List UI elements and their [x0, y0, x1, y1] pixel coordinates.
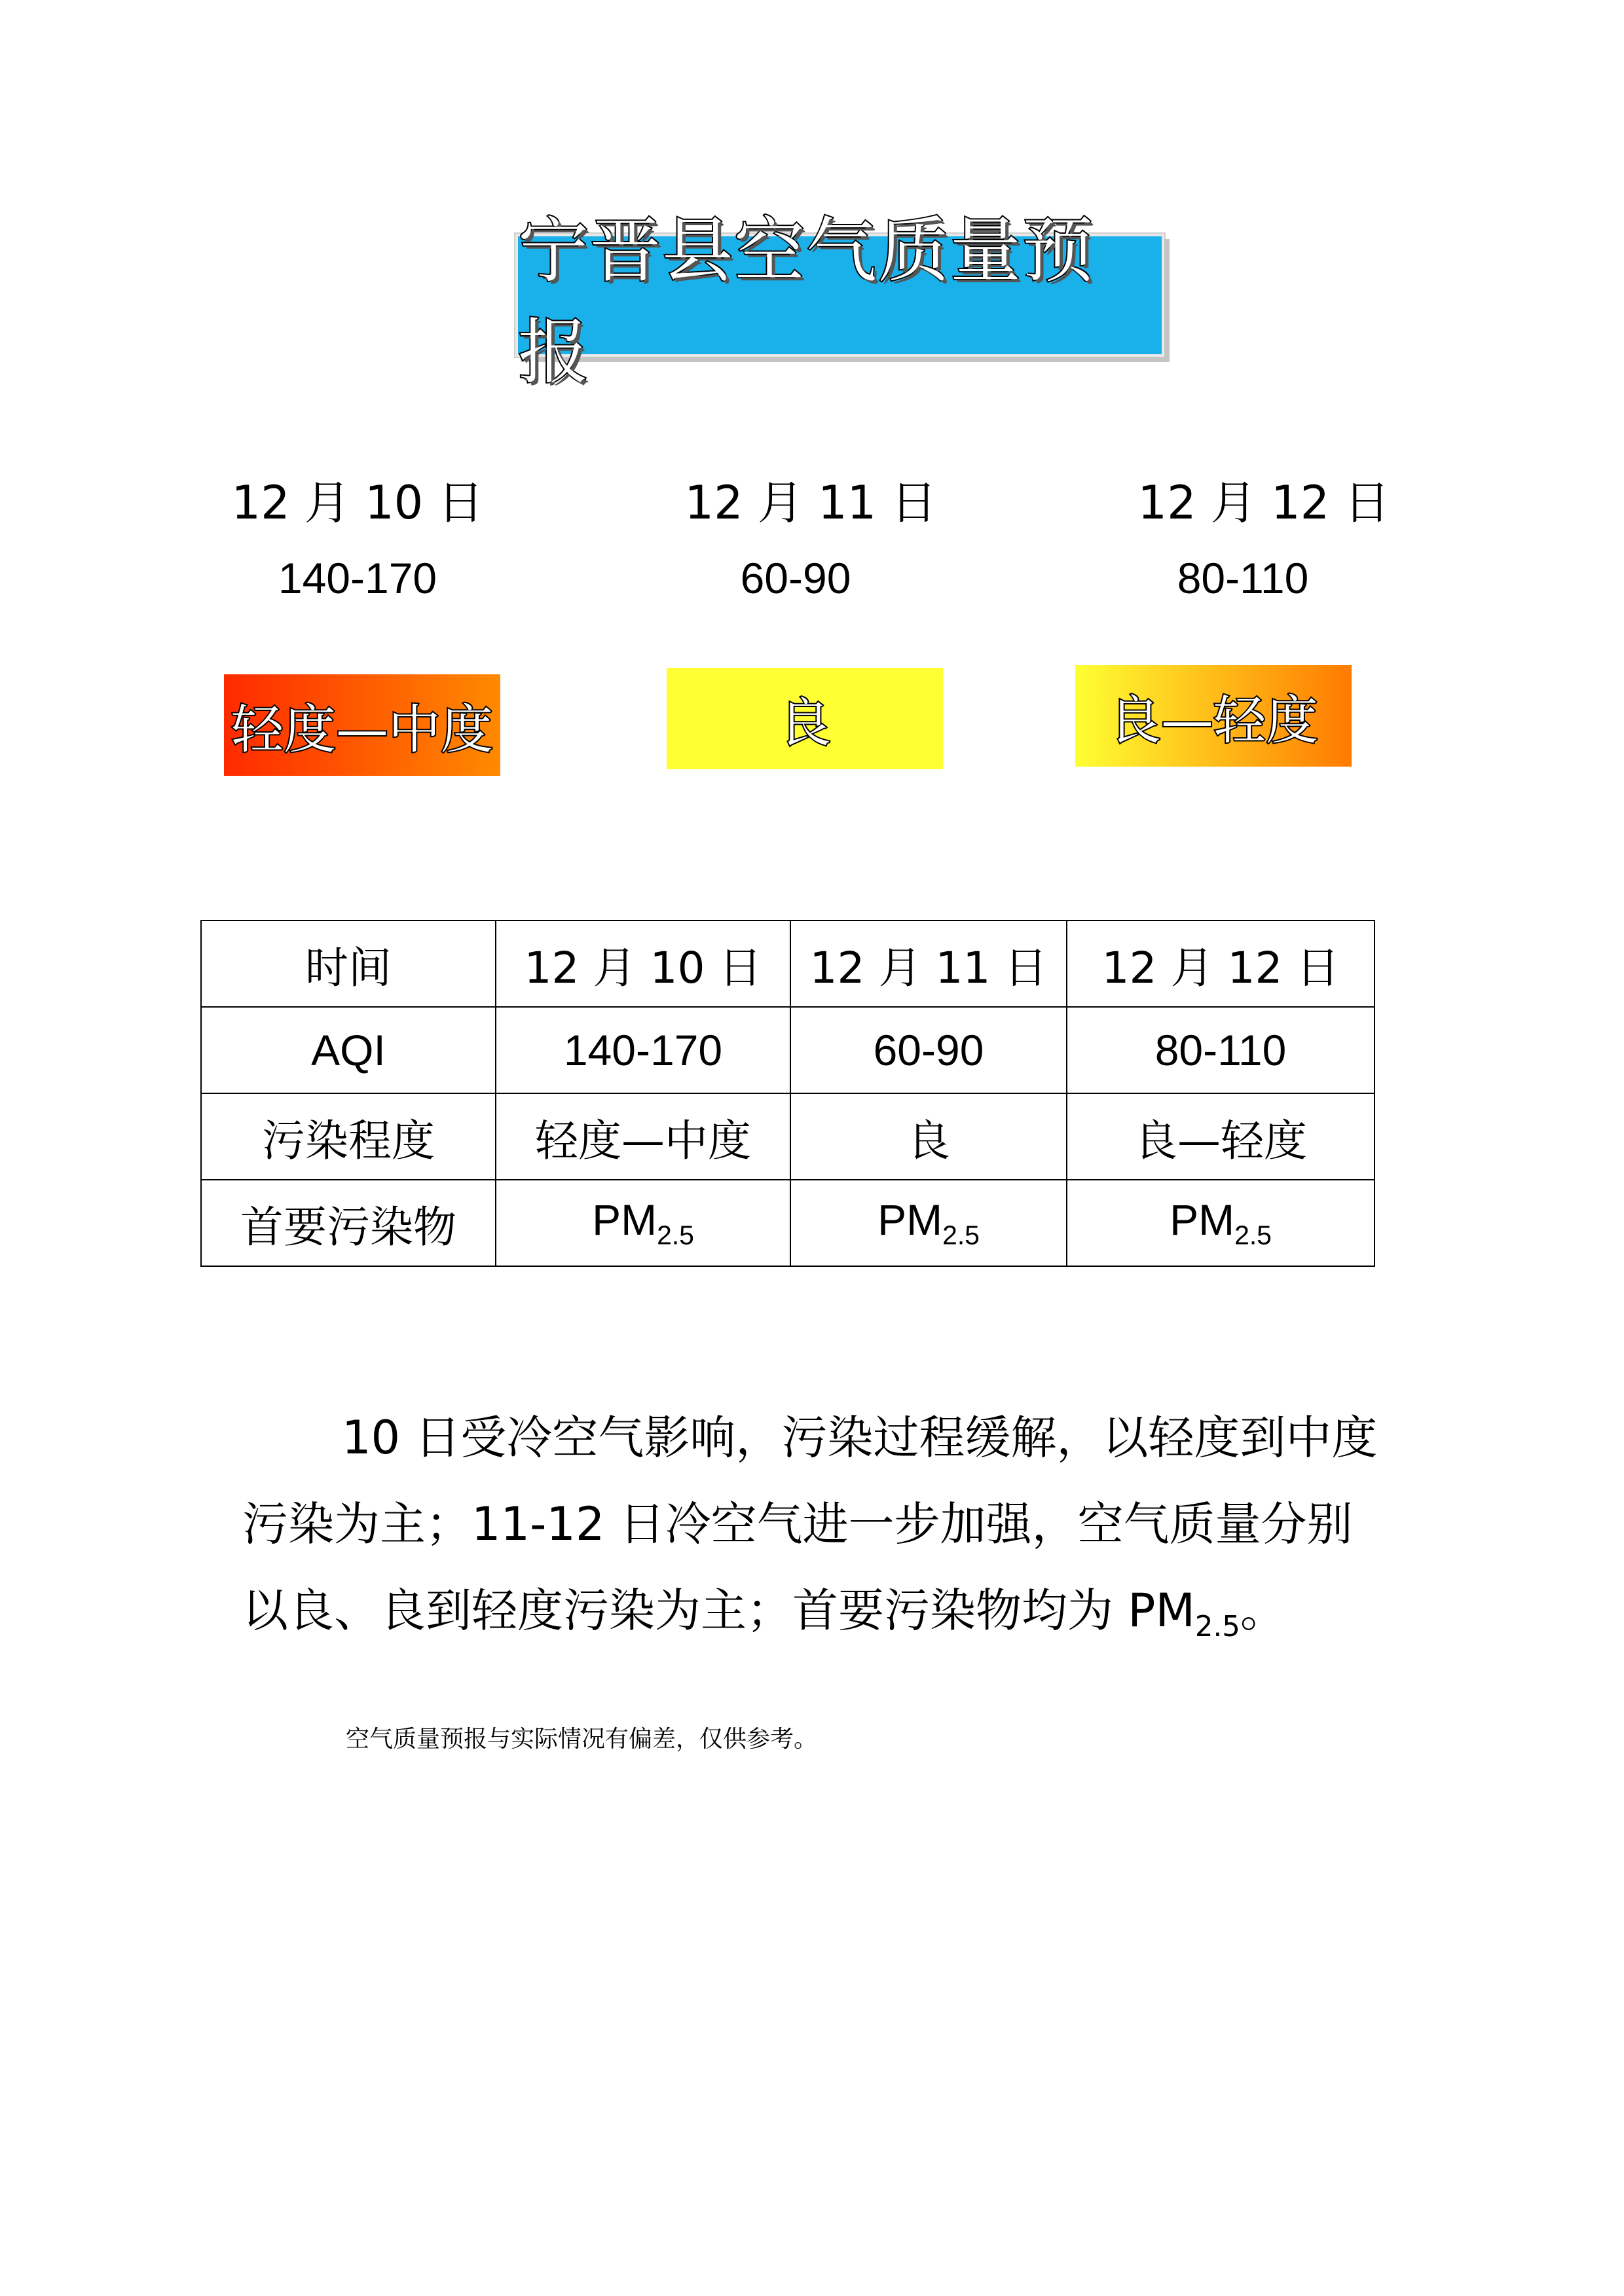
- day-1-aqi: 140-170: [278, 554, 437, 602]
- forecast-table: [200, 920, 1375, 1267]
- table-row-aqi: [201, 1007, 1375, 1093]
- pollutant-sub: 2.5: [1234, 1220, 1272, 1250]
- day-2-date: 12 月 11 日: [684, 476, 937, 530]
- day-3-level-badge: [1075, 665, 1352, 767]
- day-3-date: 12 月 12 日: [1137, 476, 1390, 530]
- summary-text: 10 日受冷空气影响，污染过程缓解，以轻度到中度污染为主；11-12 日冷空气进一步加强，空气质量分别以良、良到轻度污染为主；首要污染物均为 PM: [242, 1411, 1378, 1637]
- table-row-date: [201, 920, 1375, 1007]
- day-3-aqi: 80-110: [1177, 554, 1309, 602]
- cell-level-2: 良: [790, 1093, 1067, 1180]
- row-header-time: 时间: [201, 920, 496, 1007]
- table-row-level: [201, 1093, 1375, 1180]
- summary-end: 。: [1240, 1584, 1286, 1637]
- pollutant-main: PM: [877, 1195, 943, 1245]
- day-2-level-label: 良: [779, 693, 831, 754]
- page-title: 宁晋县空气质量预报: [518, 210, 1095, 393]
- cell-pollutant-1: [496, 1180, 790, 1266]
- cell-date-3: 12 月 12 日: [1067, 920, 1375, 1007]
- pollutant-main: PM: [592, 1195, 657, 1245]
- day-3-level-label: 良—轻度: [1109, 690, 1318, 751]
- cell-date-2: 12 月 11 日: [790, 920, 1067, 1007]
- cell-level-1: 轻度—中度: [496, 1093, 790, 1180]
- row-header-pollutant: 首要污染物: [201, 1180, 496, 1266]
- pollutant-sub: 2.5: [942, 1220, 980, 1250]
- pollutant-sub: 2.5: [657, 1220, 694, 1250]
- forecast-title-banner: [515, 210, 1164, 393]
- cell-level-3: 良—轻度: [1067, 1093, 1375, 1180]
- cell-aqi-3: 80-110: [1067, 1007, 1375, 1093]
- day-1-date: 12 月 10 日: [231, 476, 484, 530]
- day-2-level-badge: [667, 668, 943, 769]
- cell-pollutant-3: [1067, 1180, 1375, 1266]
- summary-paragraph: [242, 1394, 1395, 1670]
- pollutant-main: PM: [1170, 1195, 1235, 1245]
- cell-pollutant-2: [790, 1180, 1067, 1266]
- row-header-level: 污染程度: [201, 1093, 496, 1180]
- disclaimer-note: 空气质量预报与实际情况有偏差，仅供参考。: [346, 1726, 818, 1753]
- cell-aqi-1: 140-170: [496, 1007, 790, 1093]
- summary-sub: 2.5: [1194, 1611, 1240, 1644]
- cell-aqi-2: 60-90: [790, 1007, 1067, 1093]
- day-1-level-badge: [224, 674, 500, 776]
- row-header-aqi: AQI: [201, 1007, 496, 1093]
- day-1-level-label: 轻度—中度: [231, 699, 493, 760]
- table-row-pollutant: [201, 1180, 1375, 1266]
- day-2-aqi: 60-90: [740, 554, 851, 602]
- cell-date-1: 12 月 10 日: [496, 920, 790, 1007]
